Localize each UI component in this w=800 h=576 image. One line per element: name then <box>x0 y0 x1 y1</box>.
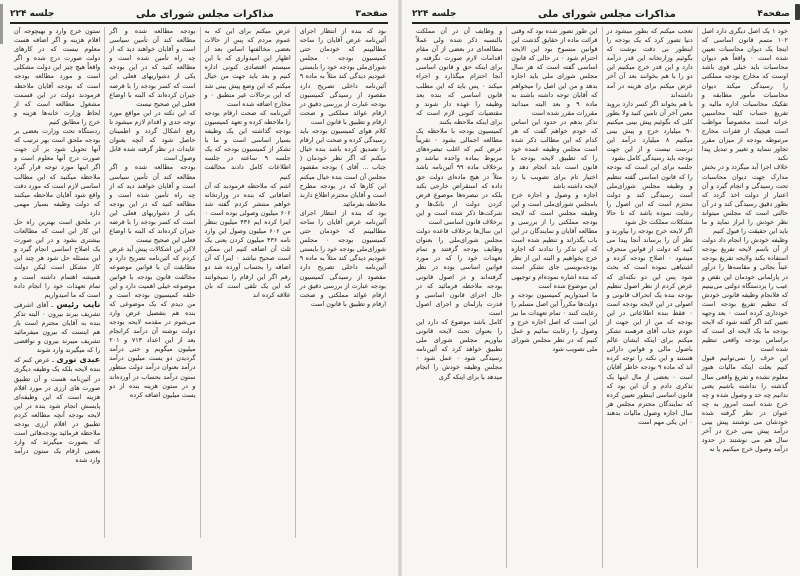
paragraph: با هم بخواند اگر کسر دارد بروید معین آخر آن تامین کنید ولا بطور کلی که بگوئیم پیش بینی میکنیم ۹۰ میلیارد خرج و پیش بینی میکنیم ۸ میلیارد درآمد این درست نیست و از این جهت بودجه باید رسیدگی کامل بشود <box>606 99 693 163</box>
speaker-name: نایب رئیس <box>56 299 101 309</box>
header-rule <box>412 22 790 24</box>
paragraph: کمیسیون بودجه با ملاحظه یک مطالعه اجمالی بشود ۰ تقریباً عرض کنم که اغلب تبصره‌های مربوط بماده واحده نباشد و برخلاف ماده ۹۹ آئین‌نامه باشد مثلاً در هیچ ماده‌ای دولت حق داده که استقراض خارجی بکند بلکه در تبصره‌ها موضوع قرض کردن دولت از بانک‌ها و شرکت‌ها ذکر شده است و این برخلاف قانون اساسی است <box>416 127 503 226</box>
text-columns <box>412 27 792 568</box>
paragraph: لاکن این اشکالات پیش آید عرض کردم که آئین‌نامه تصریح دارد و مطابقت آن با قوانین موضوعه مخالفت قانون بودجه با قوانین موضوعه خیلی اهمیت دارد و این حلقه کمیسیون بودجه است و من دیدم که یک موضوعی که بنده هم بتفصیل عرض وارد می‌شوم در مقدمه لایحه بودجه دولت نوشته آن درآمد کرانجام بعد از این اعداد ۷۱۳ و ۲۰۱ میلیون میگویم و حتی درآمد گردیدن دو یست میلیون درآمد درآمد بعنوان درآمد دولت منظور ستون درآمد بحساب در آورده‌اند و در ستون هزینه بنده از دو یست میلیون اضافه کرده <box>109 245 196 399</box>
scan-edge-mark <box>0 4 3 44</box>
text-column-2 <box>602 27 697 568</box>
page-title: مذاکرات مجلس شورای ملی <box>537 8 676 20</box>
paragraph: بودجه مطالعه شده و اگر مطالعه کند آن تأمین سیاسی است و آقایان خواهند دید که از چه راه تأمین شده است و مطالعه کنید که در این بودجه یکی از دشواریهای فعلی این است که کسر بودجه را با قرضه جبران کرده‌اند که البته با اوضاع فعلی این صحیح نیست <box>109 163 196 245</box>
paragraph: و وظایف آن در آن مملکت بالنسبه ذکر شده ولی عملاً مطالعه‌ای در بعضی از آن مقام اقدامات لازم صورت نگرفته و برای اینکه حق و قانون اساسی آنجا احترام میگذارد و اجراء میکند ۰ پس باید که این مطلب قانون اساسی که بنده بعد وظیفه را عهده دار شوند و مقتضیات کنونی لازم است که برای اینکه ملاحظه بکنند <box>416 27 503 126</box>
paragraph: ستون خرج وارد و بهیچوجه آن اقلام هزینه و اگر اضافه هست معلوم نیست که در کارهای دولت صورت درج شده و اگر واقعاً هیچ چیز این دولت مشکلی است و مورد مطالعه بودجه است که بودجه آقایان ملاحظه فرمودند دولت در این قسمت مشغول مطالعه است که از لحاظ وزارت خانه‌ها هزینه و خرج را مطابق کنیم <box>14 27 101 126</box>
paragraph: این طور تصور شده بود که وقتی قرائت ماده از حقایق گذشت این قوانین منسوخ بود این الایحه احترام شود ۰ در حالی که قانون اساسی گفته است که هر سال مجلس شورای ملی باید اجازه بدهد و من این اصل را میخواهم که آقایان توجه داشته باشند به ماده ۹ و بعد البته میدانید مقررات مقرر شده است <box>511 27 598 117</box>
page-header <box>10 6 388 22</box>
paragraph: اجازه و وصول و اجازه خرج بامجلس شورای‌ملی است و این وظیفه مجلس است که لایحه بودجه مملکتی را از بررسی و مطالعه آقایان و نمایندگان در این باب بگذراند و تنظیم شده است که این تذکر را ندادند که اجازه خرج بخواهیم و البته این از نظر بودجه‌نویسی جای تشکر است که بنده اشاره نموده‌ام و توجیهی این موضوع شده است <box>511 190 598 290</box>
text-column-3 <box>506 27 601 568</box>
paragraph: این سال‌ها برخلاف قاعده دولت مجلس شورای‌ملی را بعنوان وظایف بودجه گرفتند و تمام تعهدات خود را که در مورد قوانین اساسی بوده در نظر گرفته‌اند و در اصول قانونی بودجه ملاحظه فرمائید که در حال اجرای قانون اساسی و قدرت پارلمان و اجرای اصول است <box>416 227 503 317</box>
paragraph: تذکر بدهم در حدود این اساس که خودم خواهم گفت که هر کدام که این مطالب ذکر شده است مجلس وظیفه عمده خود را که تطبیق لایحه بودجه با قانون است باید انجام دهد و اختیار تام برای تصویب یا رد لایحه داشته باشد <box>511 117 598 190</box>
paragraph: کامل باشد موضوع که دارد این را بعنوان تحت لایحه قانونی بیاوریم مجلس شورای ملی تطبیق خواهد کرد که آئین‌نامه رسیدگی شود ۰ عمل شود ۰ مجلس وظیفه خودش را انجام میدهد یا برای اینکه گری <box>416 318 503 381</box>
paragraph: اشم که ملاحظه فرمودید که آن اضافاتی که بنده در وزارتخانه خواهم منتشر کردم گفته شد ۶۰۶ میلیون وصولی بوده است ۰ اینرا کرده ایم ۴۳۶ میلیون بنظر من ۶۰۶ میلیون وصول این وارد نامه ۴۳۶ میلیون کردن یعنی یک ثلث آن اضافه کنیم این ممکن است صحیح نباشد ۰ اینرا که آن اضافه را بحساب آورده شد دو رقم اگر این ارقام را نمیخوانند که این یک تلقی است که بان علاقه کرده اند <box>204 181 291 299</box>
paragraph: خلاف اجرا آید میگردد و در بخش مدارک جهت دیوان محاسبات تحت رسیدگی و انجام گیرد و آن اعتبار از دولت اخذ گردد که بطور دقیق رسیدگی کند و در آن حالتی است که مجلس میتواند نظر خودش را ابراز نماید و ما باید این حقیقت را قبول کنیم <box>701 163 788 236</box>
paragraph: بود که بنده از انتظار اجرای آئین‌نامه عرض آقایان را ساحه مطالبینم که خودمان حتی کمیسیون بودجه ۰ مجلس شورای‌ملی بودجه خود را بایستی عبودیم دیدگی کند مثلاً به ماده ۹ آئین‌نامه داخلی تصریح دارد مقصود از رسیدگی کمیسیون بودجه عبارت از بررسی دقیق در ارقام عوائد مملکتی و صحت ارقام و تطبیق با قانون است <box>299 27 386 126</box>
header-rule <box>10 22 388 24</box>
paragraph: تعجب میکنم که بطور میشود در دنیا تصور کرد که یک بودجه را اینطور بی دقت نوشت که بگوئیم وزارتخانه این قدر درآمد دارد و این قدر خرج میکنیم این دو را با هم بخوانند بعد آن آخر عرض میکنم برای هزینه در آمد داشته‌اند <box>606 27 693 99</box>
paragraph: وظیفه خودش را انجام داد دولت از آن باسم لایحه تفریغ بودجه استفاده بکند ولایحه تفریغ بودجه عیناً بجائی و مقاسه‌ها را درآور در پارلمانی خودمان این نقص و عیب را بردستگاه دولتی می‌بینیم که فلانجام وظیفه قانونی خودش که تنظیم تفریغ بودجه است خودداری کرده است ۰ بعد وجهه تعیین کند اگر گفته شود که لایحه بودجه ما یک لایحه ای است که براساس بودجه واقعی تنظیم شده است <box>701 236 789 354</box>
paragraph: بود که بنده از انتظار اجرای آئین‌نامه عرض آقایان را ساحه مطالبینم که خودمان حتی کمیسیون بودجه ۰ مجلس شورای‌ملی بودجه خود را بایستی عبودیم دیدگی کند مثلاً به ماده ۹ آئین‌نامه داخلی تصریح دارد مقصود از رسیدگی کمیسیون بودجه عبارت از بررسی دقیق در ارقام عوائد مملکتی و صحت ارقام و تطبیق با قانون است <box>299 208 386 308</box>
left-page <box>0 0 398 576</box>
paragraph: بودجه مطالعه شده و اگر مطالعه کند آن تأمین سیاسی است و آقایان خواهند دید که از چه راه تأمین شده است و مطالعه کنید که در این بودجه یکی از دشواریهای فعلی این است که کسر بودجه را با قرضه جبران کرده‌اند که البته با اوضاع فعلی این صحیح نیست <box>109 27 196 108</box>
page-number: صفحه۴ <box>757 9 790 19</box>
paragraph: ردستگاه تحت وزارت بعضی بر بودجه ملحق است بهر ترتیب که آنها تحویل شود بر آن جهت صورت درج آنها معلوم است و اگر اینها مورد توجه قرار گیرد ملاحظه میکنید که این مطالب اساسی لازم است که مورد دقت واقع شود آقایان ملاحظه میکنند که دولت وظیفه بسیار مهمی دارد <box>14 127 101 217</box>
paragraph: کلام هوای کمیسیون بودجه باید رسیدگی کرده و صحت این ارقام را تصدیق کرده باشد بنده خیال میکنم که اگر نظر خودمان ( جناب ... آقای ) بودجه مقصود مجلس آن است بنده خیال میکنم این کارها که در بودجه مطرح است و آقایان محترم اطلاع دارند ملاحظه بفرمائید <box>299 127 386 208</box>
paragraph: خود ۱ یک اصل دیگری دارد اصل ۱۰۲ متمم قانون اساسی که اینجا یک دیوان محاسبات تعیین شده است ۰ واقعاً هم دیوان محاسبات باید خیلی قوی باشد اوست که مخارج بودجه مملکتی را رسیدگی میکند دیوان محاسبات مأمور مطابقه و تفکیک محاسبات اداره مالیه و تفریغ حساب کلیه محاسبین خزانه است مخصوصاً مواظب است هیچیک از فقرات مخارج مرتبوطه بودجه از میزان مقرر تجاوز ننماید و تغییر و تبدیل پیدا نکند <box>701 27 788 163</box>
page-header <box>412 6 790 22</box>
scan-shadow <box>12 556 192 570</box>
page-number: صفحه۳ <box>355 9 388 19</box>
text-columns <box>10 27 390 538</box>
paragraph: در ملحق است بهترین راه حل این کار این است که مطالعات بیشتری بشود و در این صورت یک اصلاح اساسی انجام گیرد و این مسئله حل شود هر چند این کار مشکل است لیکن دولت همیشه اهتمام داشته است و تمام تعهدات خود را انجام داده است که ما امیدواریم <box>14 217 101 299</box>
paragraph: ما امیدواریم کمیسیون بودجه و دولت‌ها مکرراً این اصل مسلم را رعایت کنند ۰ تمام تعهدات ما نیز این است که اصل اجازه خرج و وصول را رعایت نمائیم و عمل کنیم که در نظر مجلس شورای ملی تصویب شود <box>511 290 598 354</box>
paragraph: که این نکته در این مواقع مورد توجه جدی و اقدام لازم میشود تا رفع اشکال گردد و اطمینان حاصل شود که آنچه بعنوان عایدات در نظر گرفته شده قابل وصول است <box>109 108 196 163</box>
session-number: جلسه ۲۲۴ <box>10 9 55 19</box>
paragraph: آئین‌نامه که صحت ارقام بودجه را ملاحظه کرده و تعهد کمیسیون بودجه گذاشته این یک وظیفه بسیار اساسی است و ما با تشکر از کمیسیون بودجه که یک جلسه ۹ ساعته در جلسه اطلاعات کامل دادند مخالفت کنیم <box>204 108 291 181</box>
speaker-paragraph <box>14 355 100 465</box>
text-column-4 <box>10 27 104 538</box>
text-column-1 <box>295 27 390 538</box>
paragraph: جلسه برای این است که بودجه را که قانون اساسی گفته تنظیم و وظیفه مجلس شورای‌ملی است رسیدگی کند و دولت محترم است که این اصول را رعایت نموده باشد که تا حالا مشکلات مملکت حل شود <box>606 163 693 226</box>
speaker-text: ـ آقای اشرفی تشریف ببرند بیرون ۰ البته تذکر بنده به آقایان محترم است باز هم اینست که بیرون میفرمائید تشریف میبرند بیرون و نواقصی را که میگیرند وارد شوند <box>14 300 101 355</box>
paragraph: اگر لایحه خرج بودجه را بیاورند و نظر آن را برساند آنجا پیدا می کنید که دولت از قوانین منحرف میشود ۰ اصلاح بودجه کرده و اشتباهی نموده است که بحث شود پس این دو نکته‌ای که عرض کردم از نظر اصول تنظیم بودجه بنده یک انحراف قانونی و اصولی در این لایحه بودجه است ۰ فقط بنده اطلاعاتی در این بودجه که من از این جهت از خودم جناب آقای فرهمند تشکر میکنم برای اینکه ایشان عالم باصول مالی و قوانین دارائی هستند و این نکته را توجه کرده اند که ماده ۹ بودجه خاطر آقایان است ۰ بعضی از مال اینها یک تذکری دادم و آن این بود که قانون اساسی اینطور تعیین کرده که نمایندگان محترم مجلس هر سال اجازه وصول مالیات بدهند ۰ این یکی مهم است <box>606 227 693 427</box>
right-page <box>402 0 800 576</box>
speaker-text: ـ عرض کنم که بنده لایحه بلکه یک وظیفه دیگری در آئین‌نامه هست و آن تطبیق صورت های ارزی در مورد اقلام هزینه است که این وظیفه‌ای پایسش انجام شود بنده در این لایحه بودجه آنچه مطالعه کردم تطبیق در اقلام ارزی بودجه ملاحظه فرمائید بودجه‌هائی است که بصورت میگیرند که وارد بعضی ارقام یک ستون درآمد وارد شده <box>14 356 101 465</box>
text-column-1 <box>697 27 792 568</box>
text-column-2 <box>200 27 295 538</box>
page-title: مذاکرات مجلس شورای ملی <box>135 8 274 20</box>
binding-mark <box>795 4 800 20</box>
text-column-4 <box>412 27 506 568</box>
text-column-3 <box>104 27 199 538</box>
speaker-name: عبدی نوری <box>56 355 101 365</box>
paragraph: این حرف را نمی‌توانیم قبول کنیم بعلت اینکه مالیات هنوز معلوم نشده و تفریغ واقعی سال گذشته را نداشته باشیم یعنی ندانیم چه حد و وصول شده و چه خرج شده است امروز به چه عنوان در نظر گرفته شده خودشان می نوشتند پیش بینی درآمد پیش بینی خرج در آخر سال هم می نوشتند در حدود درآمد وصول خرج میکنیم یا نه <box>701 354 788 454</box>
session-number: جلسه ۲۲۴ <box>412 9 457 19</box>
speaker-paragraph <box>14 300 100 356</box>
paragraph: عرض میکنم برای این که به عموم مردم که پس از حالات بعضی مخالفتها اساس بعد از اظهار این امیدواری که با این سیستم اقتصادی کنونی اداره کنیم و بعد باید جهت من خیال میکنم که این وضع پیش بینی شد که این برحالات غیر منطبق ۰ و مخارج اضافه شده است <box>204 27 291 108</box>
